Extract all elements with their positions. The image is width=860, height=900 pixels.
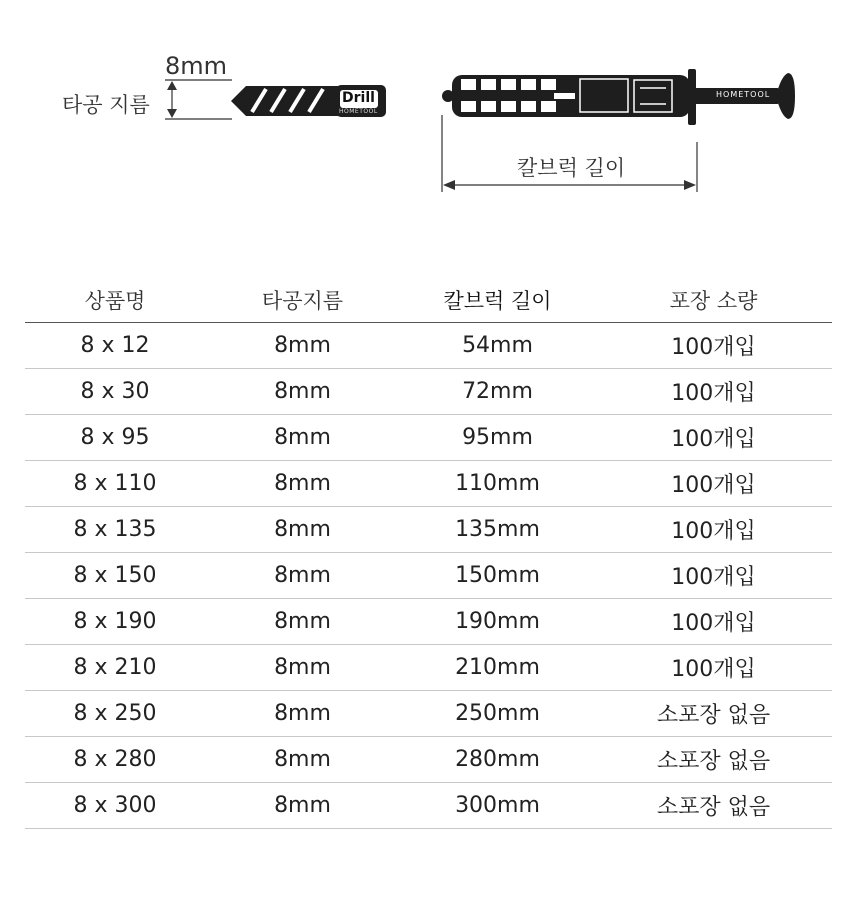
drill-size-label: 8mm: [165, 52, 228, 80]
table-row: [25, 507, 832, 553]
header-package-qty: 포장 소량: [595, 278, 832, 323]
table-row: [25, 461, 832, 507]
cell-hole-diameter: 8mm: [205, 369, 400, 415]
cell-hole-diameter: 8mm: [205, 737, 400, 783]
cell-product-name: 8 x 300: [25, 783, 205, 829]
cell-product-name: 8 x 250: [25, 691, 205, 737]
table-row: [25, 369, 832, 415]
drill-brand-label: Drill: [342, 90, 375, 106]
table-row: [25, 323, 832, 369]
anchor-length-caption: 칼브럭 길이: [517, 156, 626, 180]
cell-hole-diameter: 8mm: [205, 553, 400, 599]
cell-anchor-length: 280mm: [400, 737, 595, 783]
cell-anchor-length: 95mm: [400, 415, 595, 461]
header-anchor-length: 칼브럭 길이: [400, 278, 595, 323]
cell-hole-diameter: 8mm: [205, 415, 400, 461]
spec-table: [25, 278, 832, 829]
cell-package-qty: 소포장 없음: [595, 737, 832, 783]
cell-anchor-length: 135mm: [400, 507, 595, 553]
cell-hole-diameter: 8mm: [205, 645, 400, 691]
drill-caption: 타공 지름: [62, 93, 150, 117]
cell-anchor-length: 150mm: [400, 553, 595, 599]
cell-product-name: 8 x 280: [25, 737, 205, 783]
cell-package-qty: 100개입: [595, 323, 832, 369]
table-header-row: [25, 278, 832, 323]
cell-hole-diameter: 8mm: [205, 599, 400, 645]
cell-hole-diameter: 8mm: [205, 461, 400, 507]
table-row: [25, 599, 832, 645]
cell-product-name: 8 x 135: [25, 507, 205, 553]
cell-product-name: 8 x 190: [25, 599, 205, 645]
cell-package-qty: 100개입: [595, 553, 832, 599]
cell-package-qty: 100개입: [595, 369, 832, 415]
table-row: [25, 737, 832, 783]
table-row: [25, 783, 832, 829]
cell-product-name: 8 x 150: [25, 553, 205, 599]
product-diagram: [0, 0, 860, 230]
anchor-brand-label: HOMETOOL: [716, 90, 771, 99]
cell-hole-diameter: 8mm: [205, 783, 400, 829]
diameter-dimension: [165, 80, 232, 119]
cell-anchor-length: 250mm: [400, 691, 595, 737]
cell-product-name: 8 x 110: [25, 461, 205, 507]
table-row: [25, 645, 832, 691]
cell-product-name: 8 x 12: [25, 323, 205, 369]
header-product-name: 상품명: [25, 278, 205, 323]
cell-anchor-length: 72mm: [400, 369, 595, 415]
cell-package-qty: 100개입: [595, 645, 832, 691]
cell-anchor-length: 210mm: [400, 645, 595, 691]
table-row: [25, 691, 832, 737]
table-row: [25, 553, 832, 599]
cell-package-qty: 소포장 없음: [595, 783, 832, 829]
cell-anchor-length: 110mm: [400, 461, 595, 507]
drill-sub-brand-label: HOMETOOL: [339, 108, 378, 115]
cell-package-qty: 100개입: [595, 461, 832, 507]
cell-package-qty: 100개입: [595, 599, 832, 645]
cell-package-qty: 소포장 없음: [595, 691, 832, 737]
cell-anchor-length: 54mm: [400, 323, 595, 369]
cell-hole-diameter: 8mm: [205, 691, 400, 737]
cell-hole-diameter: 8mm: [205, 323, 400, 369]
cell-anchor-length: 190mm: [400, 599, 595, 645]
cell-package-qty: 100개입: [595, 507, 832, 553]
cell-hole-diameter: 8mm: [205, 507, 400, 553]
cell-product-name: 8 x 95: [25, 415, 205, 461]
header-hole-diameter: 타공지름: [205, 278, 400, 323]
cell-product-name: 8 x 210: [25, 645, 205, 691]
cell-product-name: 8 x 30: [25, 369, 205, 415]
cell-anchor-length: 300mm: [400, 783, 595, 829]
table-row: [25, 415, 832, 461]
cell-package-qty: 100개입: [595, 415, 832, 461]
